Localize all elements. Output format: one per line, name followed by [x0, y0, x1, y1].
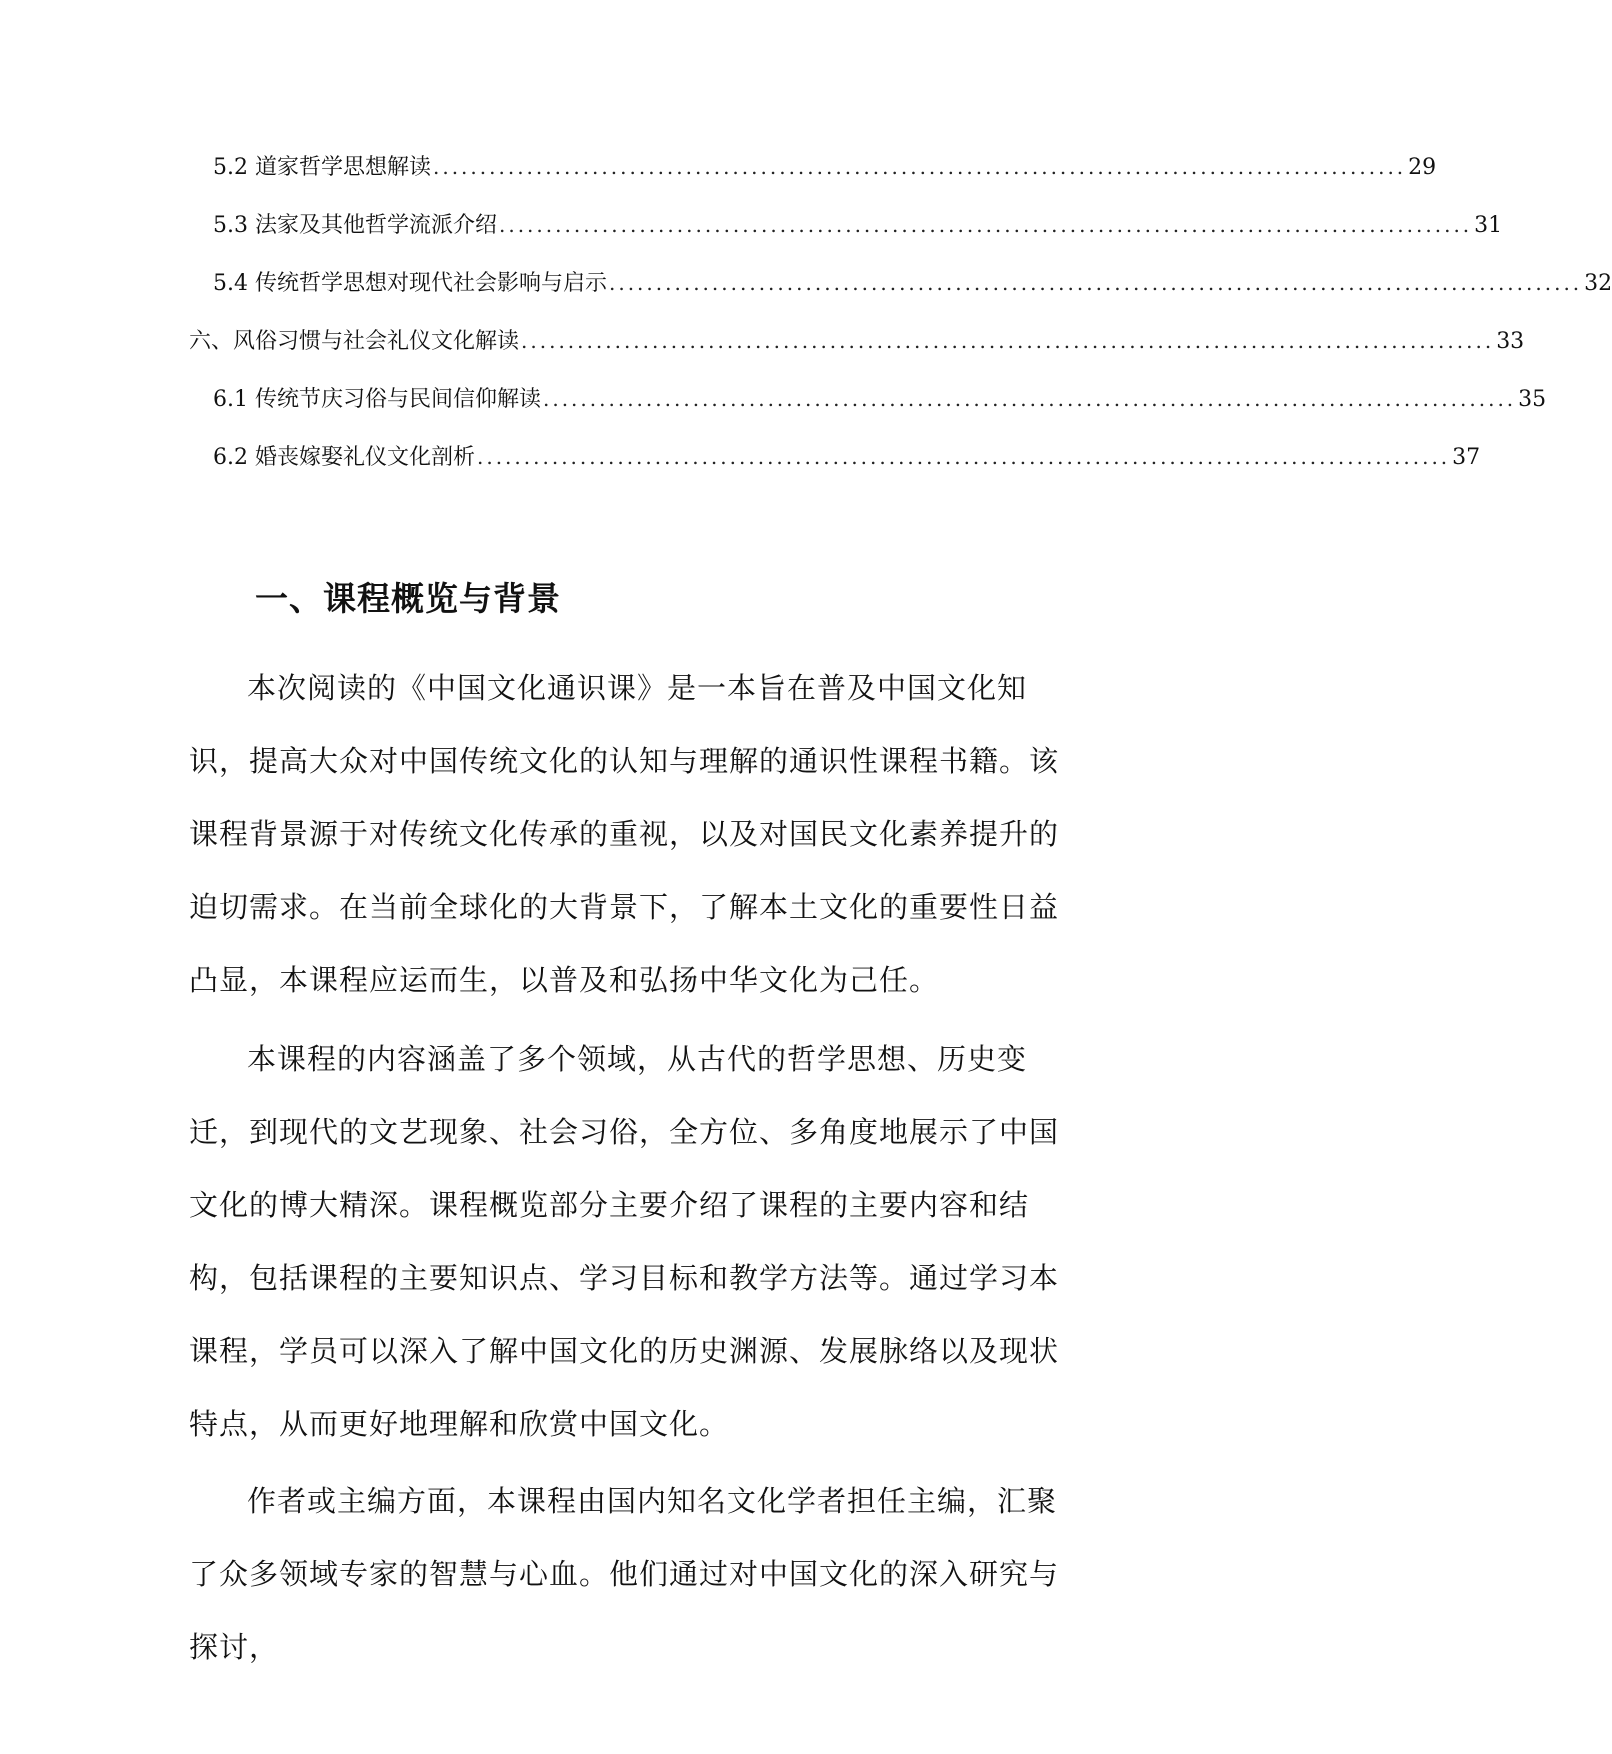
toc-entry-label: 5.4 传统哲学思想对现代社会影响与启示 [213, 271, 607, 296]
body-paragraph [189, 652, 1059, 1017]
toc-entry-label: 5.2 道家哲学思想解读 [213, 155, 431, 180]
toc-entry-label: 5.3 法家及其他哲学流派介绍 [213, 213, 497, 238]
toc-page-number: 35 [1518, 387, 1547, 412]
paragraph-text: 作者或主编方面，本课程由国内知名文化学者担任主编，汇聚了众多领域专家的智慧与心血。他们通过对中国文化的深入研究与探讨， [189, 1484, 1060, 1664]
toc-leader-dots: ........................................................................................................ [432, 155, 1407, 179]
paragraph-text: 本课程的内容涵盖了多个领域，从古代的哲学思想、历史变迁，到现代的文艺现象、社会习俗，全方位、多角度地展示了中国文化的博大精深。课程概览部分主要介绍了课程的主要内容和结构，包括课程的主要知识点、学习目标和教学方法等。通过学习本课程，学员可以深入了解中国文化的历史渊源、发展脉络以及现状特点，从而更好地理解和欣赏中国文化。 [189, 1042, 1060, 1441]
toc-entry-6-1[interactable] [213, 384, 1547, 414]
toc-entry-5-4[interactable] [213, 268, 1612, 298]
toc-page-number: 31 [1474, 213, 1503, 238]
toc-page-number: 33 [1496, 329, 1525, 354]
toc-leader-dots: ........................................................................................................ [521, 329, 1495, 353]
body-paragraph [189, 1465, 1059, 1684]
body-paragraph [189, 1023, 1059, 1461]
toc-leader-dots: ........................................................................................................ [542, 387, 1517, 411]
toc-leader-dots: ........................................................................................................ [476, 445, 1451, 469]
toc-entry-label: 6.1 传统节庆习俗与民间信仰解读 [213, 387, 541, 412]
toc-entry-5-2[interactable] [213, 152, 1437, 182]
toc-page-number: 32 [1584, 271, 1612, 296]
toc-entry-5-3[interactable] [213, 210, 1503, 240]
toc-entry-6-2[interactable] [213, 442, 1481, 472]
toc-page-number: 37 [1452, 445, 1481, 470]
toc-leader-dots: ........................................................................................................ [608, 271, 1583, 295]
toc-entry-label: 6.2 婚丧嫁娶礼仪文化剖析 [213, 445, 475, 470]
toc-entry-label: 六、风俗习惯与社会礼仪文化解读 [189, 329, 520, 354]
toc-page-number: 29 [1408, 155, 1437, 180]
paragraph-text: 本次阅读的《中国文化通识课》是一本旨在普及中国文化知识，提高大众对中国传统文化的认知与理解的通识性课程书籍。该课程背景源于对传统文化传承的重视，以及对国民文化素养提升的迫切需求。在当前全球化的大背景下，了解本土文化的重要性日益凸显，本课程应运而生，以普及和弘扬中华文化为己任。 [189, 671, 1060, 997]
toc-leader-dots: ........................................................................................................ [498, 213, 1473, 237]
toc-entry-chapter-6[interactable] [189, 326, 1525, 356]
section-heading: 一、课程概览与背景 [255, 579, 561, 618]
